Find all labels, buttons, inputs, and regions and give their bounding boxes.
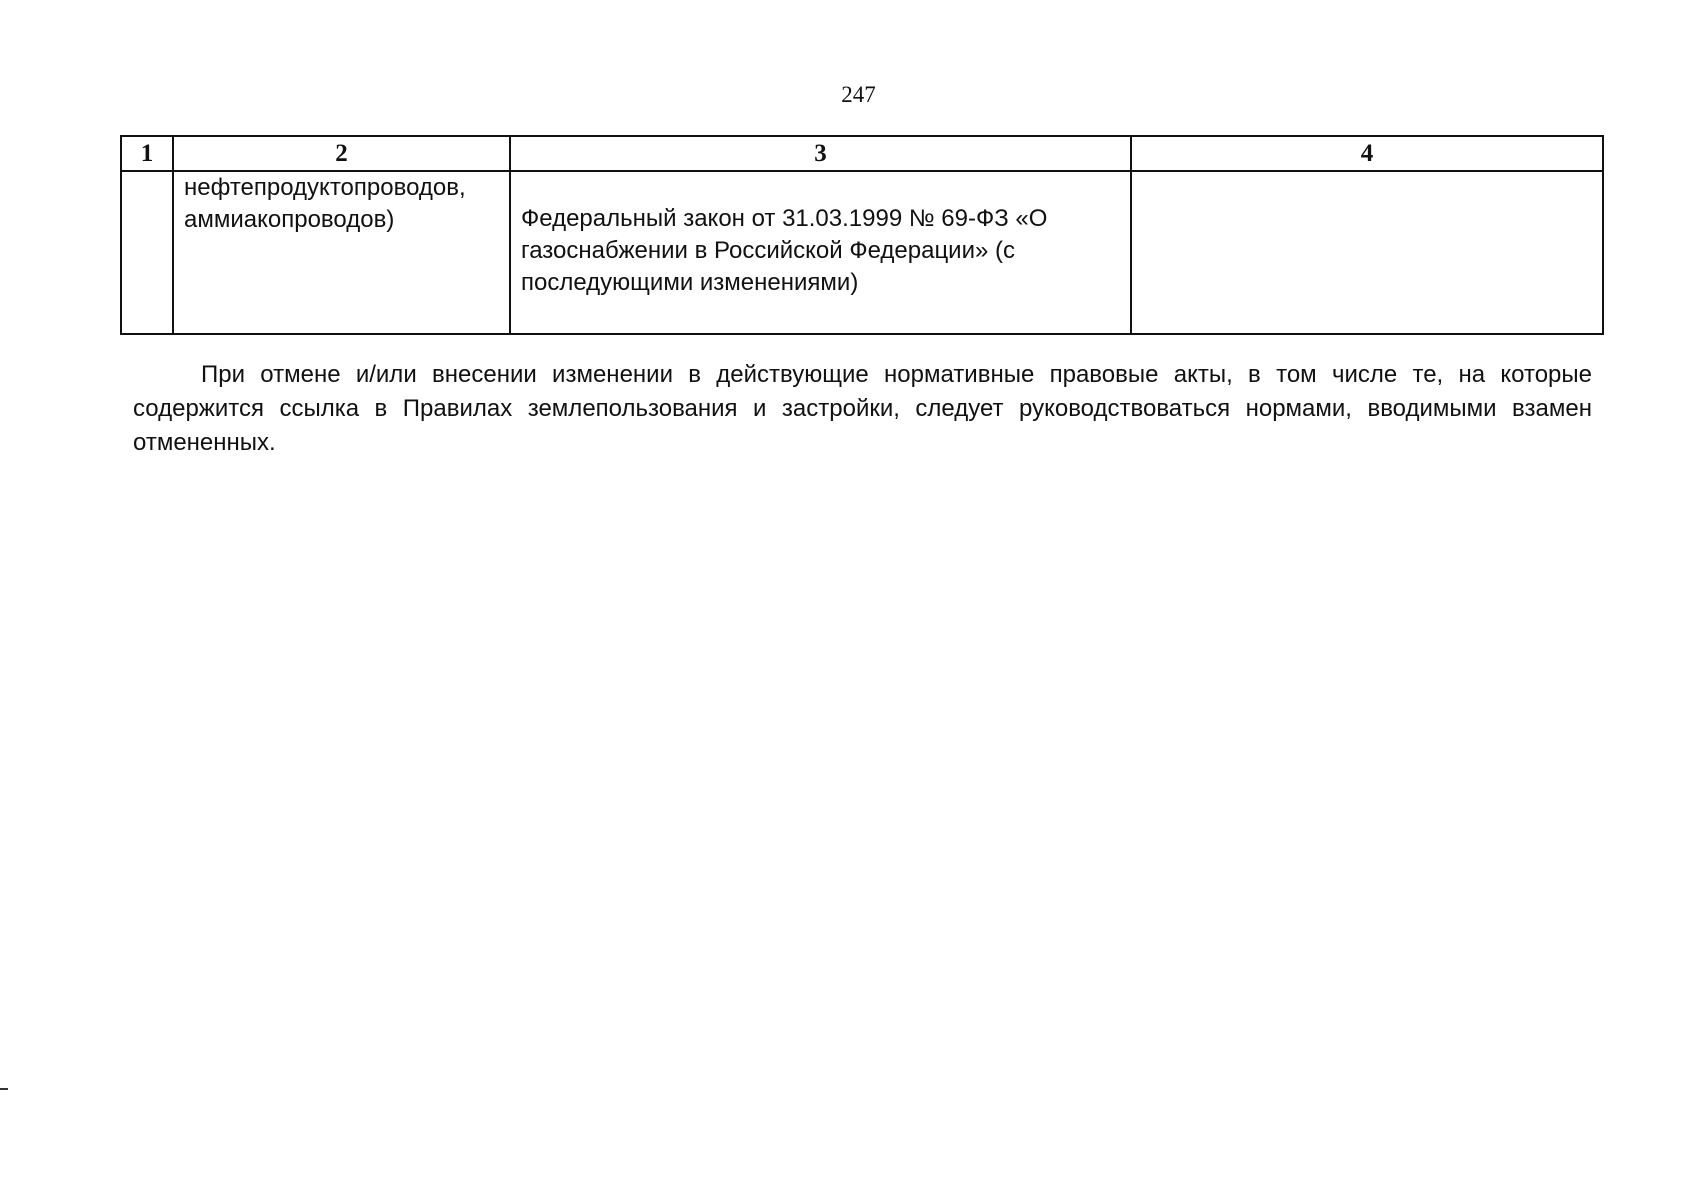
page-number: 247 xyxy=(841,82,876,107)
column-header-3: 3 xyxy=(510,136,1131,171)
table-row xyxy=(121,171,1603,334)
table-cell-object: нефтепродуктопроводов, аммиакопроводов) xyxy=(173,171,510,334)
column-header-1: 1 xyxy=(121,136,173,171)
table-cell-law: Федеральный закон от 31.03.1999 № 69-ФЗ «О газоснабжении в Российской Федерации» (с последующими изменениями) xyxy=(510,171,1131,334)
table-cell-notes xyxy=(1131,171,1603,334)
table-cell-number xyxy=(121,171,173,334)
margin-mark xyxy=(0,1088,8,1090)
column-header-2: 2 xyxy=(173,136,510,171)
closing-paragraph: При отмене и/или внесении изменении в действующие нормативные правовые акты, в том числе те, на которые содержится ссылка в Правилах землепользования и застройки, следует руководствоваться нормами, вводимыми взамен отмененных. xyxy=(133,361,1592,456)
table-header-row xyxy=(121,136,1603,171)
regulations-table xyxy=(120,135,1604,335)
column-header-4: 4 xyxy=(1131,136,1603,171)
